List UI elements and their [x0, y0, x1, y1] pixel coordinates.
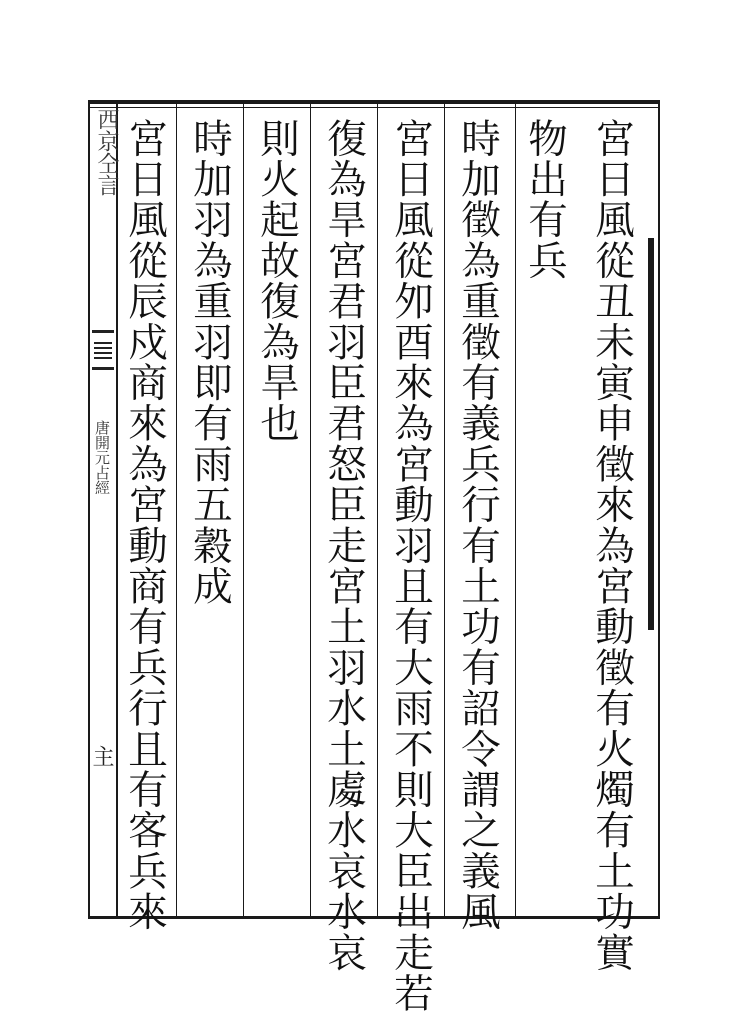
text-column-6: 則火起故復為旱也: [254, 118, 300, 444]
margin-page-number: 主: [89, 745, 114, 767]
column-divider: [444, 104, 445, 916]
top-border: [88, 100, 660, 104]
column-divider: [515, 104, 516, 916]
margin-subtitle: 唐開元占經: [93, 420, 111, 495]
column-divider: [310, 104, 311, 916]
column-divider: [176, 104, 177, 916]
bottom-border: [88, 916, 660, 919]
text-column-7: 時加羽為重羽即有雨五穀成: [187, 118, 233, 607]
left-border: [88, 100, 90, 919]
text-column-5: 復為旱宮君羽臣君怒臣走宮土羽水土䖏水哀水哀: [321, 118, 367, 973]
text-column-8: 宮日風從辰戍商來為宮動商有兵行且有客兵來: [122, 118, 168, 932]
text-column-2: 物出有兵: [522, 118, 568, 281]
fishtail-mark: [92, 330, 114, 370]
right-thick-mark: [648, 238, 654, 630]
text-column-3: 時加徵為重徵有義兵行有土功有詔令謂之義風: [455, 118, 501, 932]
column-divider: [377, 104, 378, 916]
text-column-1: 宮日風從丑未寅申徵來為宮動徵有火燭有土功實: [589, 118, 635, 973]
column-divider: [243, 104, 244, 916]
right-border: [658, 100, 660, 919]
text-column-4: 宮日風從夘酉來為宮動羽且有大雨不則大臣出走若: [388, 118, 434, 1014]
margin-book-title: 西京仝言: [94, 108, 119, 196]
top-border-inner: [88, 107, 660, 108]
